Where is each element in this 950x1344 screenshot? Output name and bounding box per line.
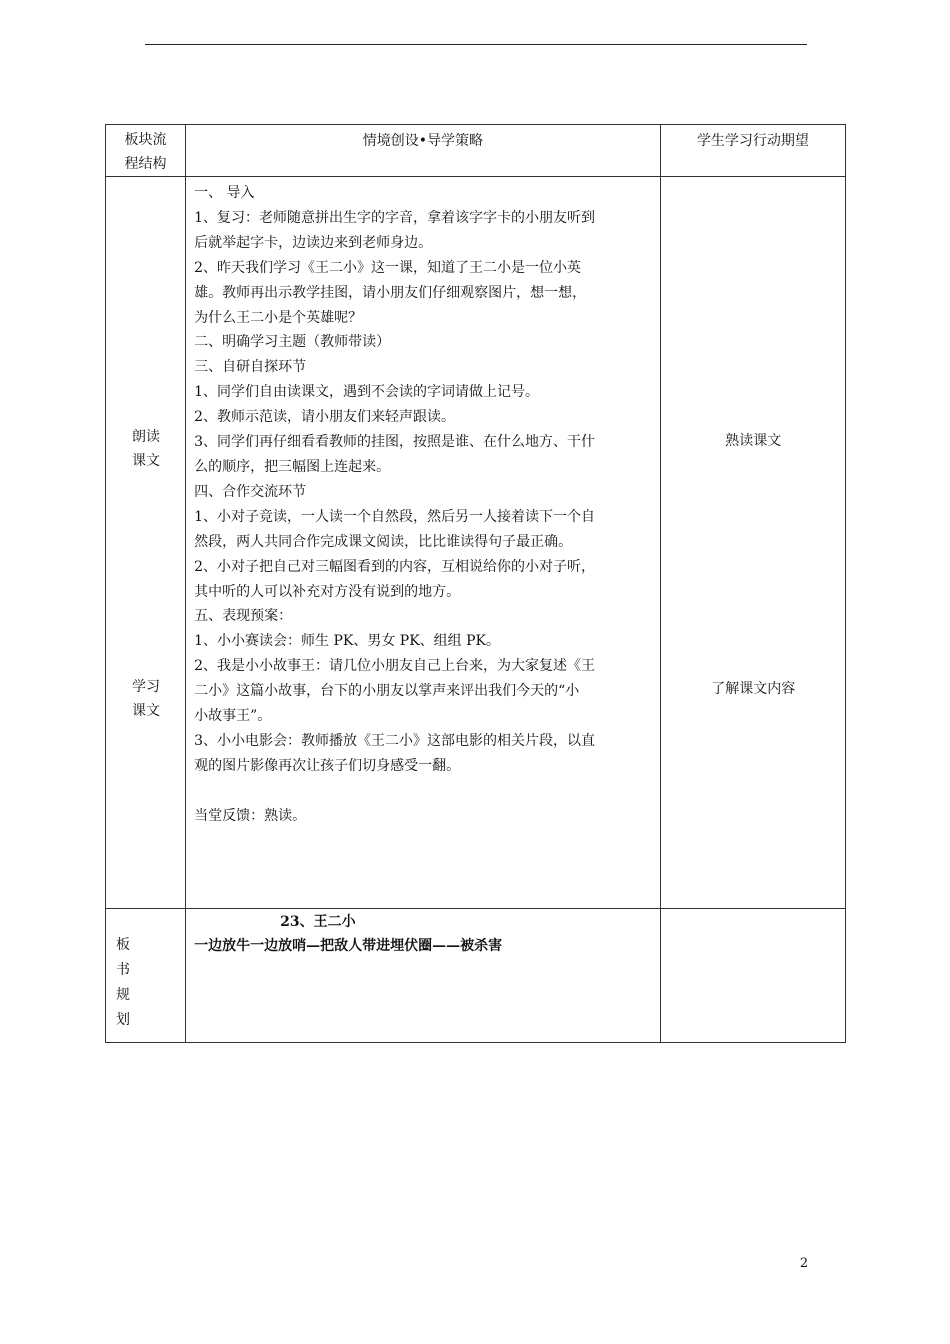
- content-line: 2、小对子把自己对三幅图看到的内容，互相说给你的小对子听，: [194, 558, 595, 575]
- content-line-feedback: 当堂反馈：熟读。: [194, 807, 307, 824]
- content-line: 3、小小电影会：教师播放《王二小》这部电影的相关片段，以直: [194, 732, 595, 749]
- strategy-content: [186, 177, 661, 909]
- header-strategy: 情境创设•导学策略: [186, 125, 661, 177]
- lesson-plan-table: [105, 124, 846, 1043]
- board-plan-row: [106, 909, 846, 1043]
- section-label-learn: 学习 课文: [132, 679, 160, 719]
- content-blank-line: [194, 779, 656, 804]
- content-line: 然段，两人共同合作完成课文阅读，比比谁读得句子最正确。: [194, 533, 573, 550]
- header-structure-line-1: 板块流: [124, 132, 167, 148]
- content-line: 二、明确学习主题（教师带读）: [194, 334, 391, 351]
- board-plan-label: 板 书 规 划: [106, 909, 186, 1043]
- content-line: 一、 导入: [194, 185, 255, 201]
- content-line: 三、自研自探环节: [194, 359, 307, 376]
- content-line: 2、昨天我们学习《王二小》这一课，知道了王二小是一位小英: [194, 259, 581, 276]
- content-line: 四、合作交流环节: [194, 483, 307, 500]
- content-line: 2、教师示范读，请小朋友们来轻声跟读。: [194, 409, 455, 426]
- content-line: 3、同学们再仔细看看教师的挂图，按照是谁、在什么地方、干什: [194, 434, 595, 451]
- table-body-row: [106, 177, 846, 909]
- header-rule: [145, 44, 807, 45]
- content-line: 小故事王”。: [194, 708, 272, 725]
- content-line: 二小》这篇小故事，台下的小朋友以掌声来评出我们今天的“小: [194, 683, 580, 700]
- board-plan-empty-cell: [660, 909, 845, 1043]
- section-label-read: 朗读 课文: [132, 429, 160, 469]
- board-text: 一边放牛一边放哨—把敌人带进埋伏圈——被杀害: [194, 938, 503, 954]
- expectation-cell: [660, 177, 845, 909]
- content-line: 2、我是小小故事王：请几位小朋友自己上台来，为大家复述《王: [194, 658, 595, 675]
- content-line: 1、小对子竞读，一人读一个自然段，然后另一人接着读下一个自: [194, 508, 595, 525]
- expectation-read: 熟读课文: [725, 433, 782, 449]
- content-line: 其中听的人可以补充对方没有说到的地方。: [194, 583, 461, 600]
- content-line: 五、表现预案：: [194, 608, 293, 625]
- content-line: 1、同学们自由读课文，遇到不会读的字词请做上记号。: [194, 384, 539, 401]
- board-plan-content: [186, 909, 661, 1043]
- content-line: 雄。教师再出示教学挂图，请小朋友们仔细观察图片，想一想，: [194, 284, 587, 301]
- content-line: 1、复习：老师随意拼出生字的字音，拿着该字字卡的小朋友听到: [194, 209, 595, 226]
- content-line: 后就举起字卡，边读边来到老师身边。: [194, 234, 433, 251]
- content-line: 为什么王二小是个英雄呢？: [194, 309, 363, 326]
- content-line: 么的顺序，把三幅图上连起来。: [194, 458, 391, 475]
- table-header-row: [106, 125, 846, 177]
- content-line: 1、小小赛读会：师生 PK、男女 PK、组组 PK。: [194, 633, 500, 650]
- page-number: 2: [799, 1256, 809, 1271]
- board-title: 23、王二小: [280, 914, 356, 930]
- header-structure-line-2: 程结构: [124, 156, 167, 172]
- expectation-learn: 了解课文内容: [711, 681, 796, 697]
- header-expectation: 学生学习行动期望: [660, 125, 845, 177]
- content-line: 观的图片影像再次让孩子们切身感受一翻。: [194, 757, 461, 774]
- header-structure: [106, 125, 186, 177]
- section-labels-cell: [106, 177, 186, 909]
